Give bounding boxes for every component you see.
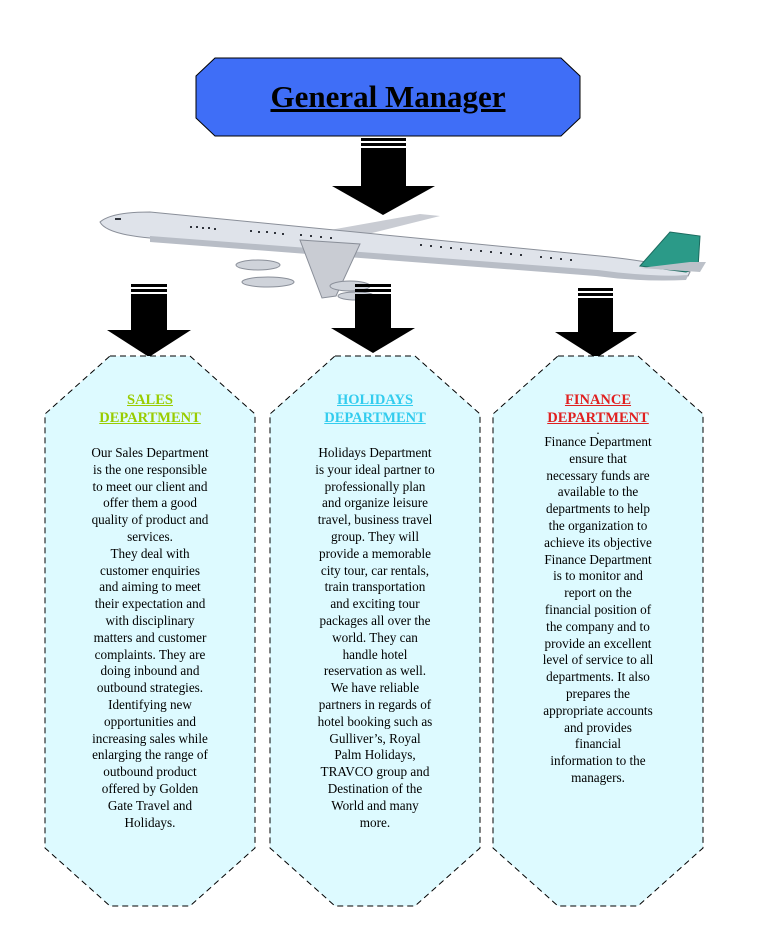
description-line: packages all over the — [319, 612, 431, 628]
description-line: and organize leisure — [322, 495, 428, 511]
arrow-sales-down — [107, 284, 191, 357]
description-line: appropriate accounts — [543, 702, 653, 718]
description-line: is your ideal partner to — [315, 461, 435, 477]
description-line: services. — [127, 528, 173, 544]
holidays-department — [285, 391, 465, 831]
description-line: managers. — [571, 769, 625, 785]
general-manager-title: General Manager — [270, 79, 506, 114]
description-line: the company and to — [546, 618, 650, 634]
finance-department — [508, 391, 688, 787]
description-line: level of service to all — [542, 652, 654, 668]
sales-description — [60, 445, 240, 831]
description-line: achieve its objective — [544, 534, 652, 550]
description-line: Destination of the — [327, 780, 423, 796]
description-line: opportunities and — [104, 713, 196, 729]
sales-title-line2: DEPARTMENT — [99, 410, 201, 426]
description-line: Our Sales Department — [91, 445, 209, 460]
description-line: Holidays. — [124, 814, 176, 830]
description-line: outbound product — [103, 764, 197, 780]
finance-dot: . — [596, 422, 600, 437]
description-line: partners in regards of — [318, 696, 432, 712]
description-line: Gulliver’s, Royal — [329, 730, 421, 746]
description-line: report on the — [564, 585, 632, 601]
description-line: and aiming to meet — [99, 579, 201, 595]
description-line: is to monitor and — [553, 568, 643, 584]
description-line: provide an excellent — [544, 635, 652, 651]
description-line: matters and customer — [93, 629, 207, 645]
description-line: Holidays Department — [318, 445, 432, 460]
description-line: financial — [574, 736, 622, 752]
description-line: reservation as well. — [323, 663, 427, 679]
description-line: and provides — [564, 719, 632, 735]
holidays-title-line1: HOLIDAYS — [336, 392, 414, 408]
description-line: provide a memorable — [318, 545, 432, 561]
finance-title-line1: FINANCE — [564, 392, 632, 408]
description-line: quality of product and — [91, 512, 209, 528]
arrow-gm-down — [332, 138, 435, 215]
description-line: hotel booking such as — [317, 713, 433, 729]
description-line: TRAVCO group and — [320, 764, 430, 780]
description-line: is the one responsible — [93, 461, 207, 477]
description-line: financial position of — [544, 601, 652, 617]
description-line: information to the — [550, 753, 646, 769]
description-line: complaints. They are — [94, 646, 206, 662]
description-line: Finance Department — [544, 434, 652, 449]
finance-description — [508, 434, 688, 787]
description-line: They deal with — [110, 545, 190, 561]
description-line: ensure that — [569, 450, 627, 466]
description-line: group. They will — [330, 528, 420, 544]
description-line: the organization to — [548, 517, 648, 533]
description-line: necessary funds are — [546, 467, 650, 483]
arrow-finance-down — [555, 288, 637, 358]
description-line: customer enquiries — [100, 562, 200, 578]
description-line: Gate Travel and — [107, 797, 193, 813]
description-line: available to the — [557, 484, 639, 500]
description-line: Identifying new — [108, 696, 192, 712]
description-line: city tour, car rentals, — [320, 562, 430, 578]
description-line: enlarging the range of — [92, 747, 208, 763]
description-line: train transportation — [324, 579, 426, 595]
description-line: prepares the — [565, 685, 631, 701]
description-line: Palm Holidays, — [334, 747, 416, 763]
finance-title-line2: DEPARTMENT — [547, 410, 649, 426]
holidays-title-line2: DEPARTMENT — [324, 410, 426, 426]
description-line: departments to help — [545, 501, 650, 517]
sales-title-line1: SALES — [127, 392, 173, 408]
description-line: departments. It also — [546, 669, 650, 685]
description-line: world. They can — [332, 629, 418, 645]
description-line: more. — [359, 814, 391, 830]
description-line: travel, business travel — [317, 512, 433, 528]
description-line: increasing sales while — [92, 730, 208, 746]
description-line: doing inbound and — [100, 663, 200, 679]
description-line: Finance Department — [544, 551, 652, 567]
airplane-illustration — [100, 212, 706, 300]
description-line: We have reliable — [330, 680, 420, 696]
sales-department — [60, 391, 240, 831]
holidays-description — [285, 445, 465, 831]
description-line: offered by Golden — [101, 780, 199, 796]
description-line: their expectation and — [94, 596, 206, 612]
description-line: to meet our client and — [92, 478, 208, 494]
description-line: with disciplinary — [105, 612, 195, 628]
description-line: outbound strategies. — [96, 680, 204, 696]
description-line: offer them a good — [103, 495, 197, 511]
description-line: handle hotel — [342, 646, 408, 662]
description-line: and exciting tour — [330, 596, 420, 612]
description-line: World and many — [331, 797, 419, 813]
description-line: professionally plan — [324, 478, 426, 494]
